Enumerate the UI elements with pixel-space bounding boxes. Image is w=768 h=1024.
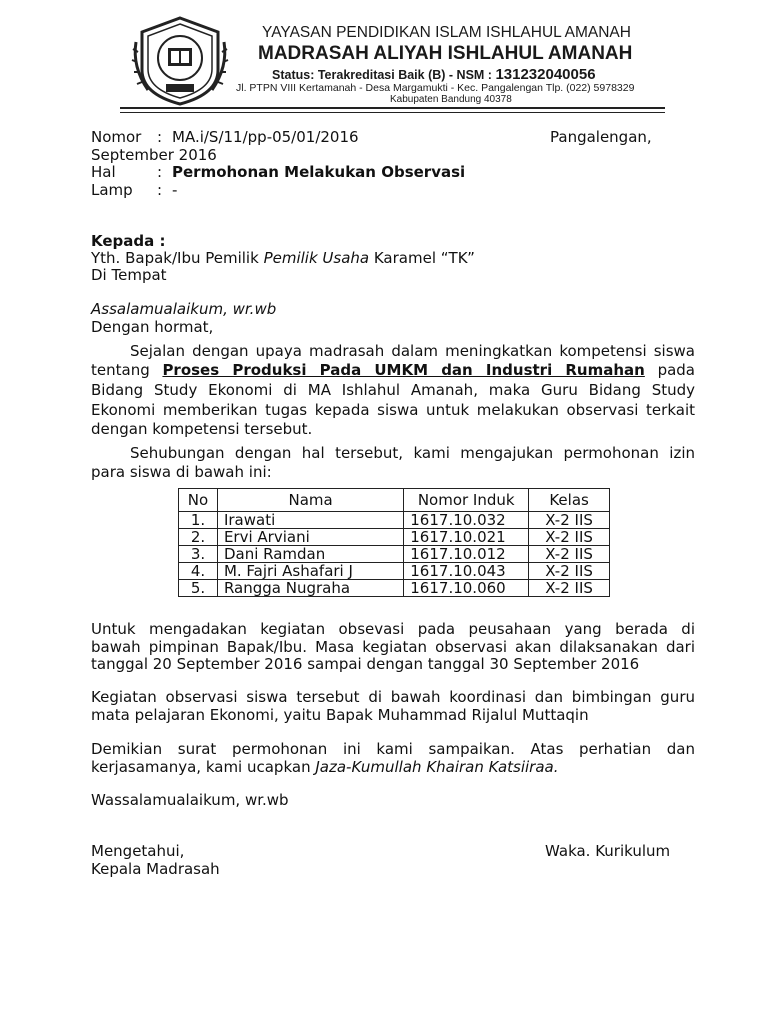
cell-kelas: X-2 IIS <box>529 580 610 597</box>
nomor-label: Nomor <box>91 128 142 146</box>
school-logo <box>128 12 232 108</box>
recipient-place: Di Tempat <box>91 266 167 284</box>
col-header-kelas: Kelas <box>529 489 610 512</box>
cell-kelas: X-2 IIS <box>529 546 610 563</box>
paragraph-5-line-2: kerjasamanya, kami ucapkan Jaza-Kumullah Khairan Katsiiraa. <box>91 758 559 776</box>
signature-left-title: Mengetahui, <box>91 842 185 860</box>
cell-nomor-induk: 1617.10.021 <box>404 529 529 546</box>
kepada-label: Kepada : <box>91 232 166 250</box>
paragraph-2-line-1: Sehubungan dengan hal tersebut, kami mengajukan permohonan izin <box>130 444 695 462</box>
nomor-colon: : <box>157 128 163 146</box>
letterhead-rule <box>120 107 665 109</box>
cell-kelas: X-2 IIS <box>529 529 610 546</box>
cell-nomor-induk: 1617.10.043 <box>404 563 529 580</box>
hal-colon: : <box>157 163 163 181</box>
hal-label: Hal <box>91 163 116 181</box>
paragraph-3-line-3: tanggal 20 September 2016 sampai dengan tanggal 30 September 2016 <box>91 655 640 673</box>
table-row <box>179 512 610 529</box>
table-row <box>179 580 610 597</box>
cell-no: 5. <box>179 580 218 597</box>
lamp-value: - <box>172 181 178 199</box>
hal-value: Permohonan Melakukan Observasi <box>172 163 466 181</box>
salam-opening: Assalamualaikum, wr.wb <box>91 300 277 318</box>
letter-place: Pangalengan, <box>550 128 652 146</box>
cell-kelas: X-2 IIS <box>529 512 610 529</box>
paragraph-1-line-4: Ekonomi memberikan tugas kepada siswa untuk melakukan observasi terkait <box>91 401 695 419</box>
cell-nama: Ervi Arviani <box>217 529 403 546</box>
cell-nama: Dani Ramdan <box>217 546 403 563</box>
lamp-colon: : <box>157 181 163 199</box>
student-table <box>178 488 610 597</box>
cell-no: 1. <box>179 512 218 529</box>
paragraph-1-line-3: Bidang Study Ekonomi di MA Ishlahul Amanah, maka Guru Bidang Study <box>91 381 695 399</box>
paragraph-1-line-1: Sejalan dengan upaya madrasah dalam meningkatkan kompetensi siswa <box>130 342 695 360</box>
paragraph-3-line-2: bawah pimpinan Bapak/Ibu. Masa kegiatan observasi akan dilaksanakan dari <box>91 638 695 656</box>
paragraph-1-line-2: tentang Proses Produksi Pada UMKM dan Industri Rumahan pada <box>91 361 695 379</box>
signature-left-role: Kepala Madrasah <box>91 860 220 878</box>
cell-nama: Irawati <box>217 512 403 529</box>
paragraph-4-line-1: Kegiatan observasi siswa tersebut di bawah koordinasi dan bimbingan guru <box>91 688 695 706</box>
foundation-name: YAYASAN PENDIDIKAN ISLAM ISHLAHUL AMANAH <box>262 24 631 41</box>
cell-kelas: X-2 IIS <box>529 563 610 580</box>
paragraph-1-line-5: dengan kompetensi tersebut. <box>91 420 313 438</box>
cell-nomor-induk: 1617.10.060 <box>404 580 529 597</box>
letter-date: September 2016 <box>91 146 217 164</box>
table-row <box>179 529 610 546</box>
col-header-nomor-induk: Nomor Induk <box>404 489 529 512</box>
cell-no: 3. <box>179 546 218 563</box>
address-line-1: Jl. PTPN VIII Kertamanah - Desa Margamukti - Kec. Pangalengan Tlp. (022) 5978329 <box>236 82 635 94</box>
nomor-value: MA.i/S/11/pp-05/01/2016 <box>172 128 359 146</box>
school-name: MADRASAH ALIYAH ISHLAHUL AMANAH <box>258 43 633 64</box>
col-header-no: No <box>179 489 218 512</box>
address-line-2: Kabupaten Bandung 40378 <box>390 94 512 105</box>
cell-nama: Rangga Nugraha <box>217 580 403 597</box>
table-row <box>179 563 610 580</box>
paragraph-4-line-2: mata pelajaran Ekonomi, yaitu Bapak Muhammad Rijalul Muttaqin <box>91 706 589 724</box>
cell-no: 4. <box>179 563 218 580</box>
letterhead-rule-thin <box>120 112 665 113</box>
recipient-line: Yth. Bapak/Ibu Pemilik Pemilik Usaha Karamel “TK” <box>91 249 475 267</box>
cell-nomor-induk: 1617.10.032 <box>404 512 529 529</box>
cell-nama: M. Fajri Ashafari J <box>217 563 403 580</box>
col-header-nama: Nama <box>217 489 403 512</box>
paragraph-5-line-1: Demikian surat permohonan ini kami sampaikan. Atas perhatian dan <box>91 740 695 758</box>
salam-closing: Wassalamualaikum, wr.wb <box>91 791 289 809</box>
cell-no: 2. <box>179 529 218 546</box>
lamp-label: Lamp <box>91 181 133 199</box>
table-header-row <box>179 489 610 512</box>
paragraph-3-line-1: Untuk mengadakan kegiatan obsevasi pada peusahaan yang berada di <box>91 620 695 638</box>
greeting: Dengan hormat, <box>91 318 214 336</box>
accreditation-status: Status: Terakreditasi Baik (B) - NSM : 131232040056 <box>272 66 596 83</box>
signature-right-role: Waka. Kurikulum <box>545 842 671 860</box>
table-row <box>179 546 610 563</box>
paragraph-2-line-2: para siswa di bawah ini: <box>91 463 272 481</box>
cell-nomor-induk: 1617.10.012 <box>404 546 529 563</box>
